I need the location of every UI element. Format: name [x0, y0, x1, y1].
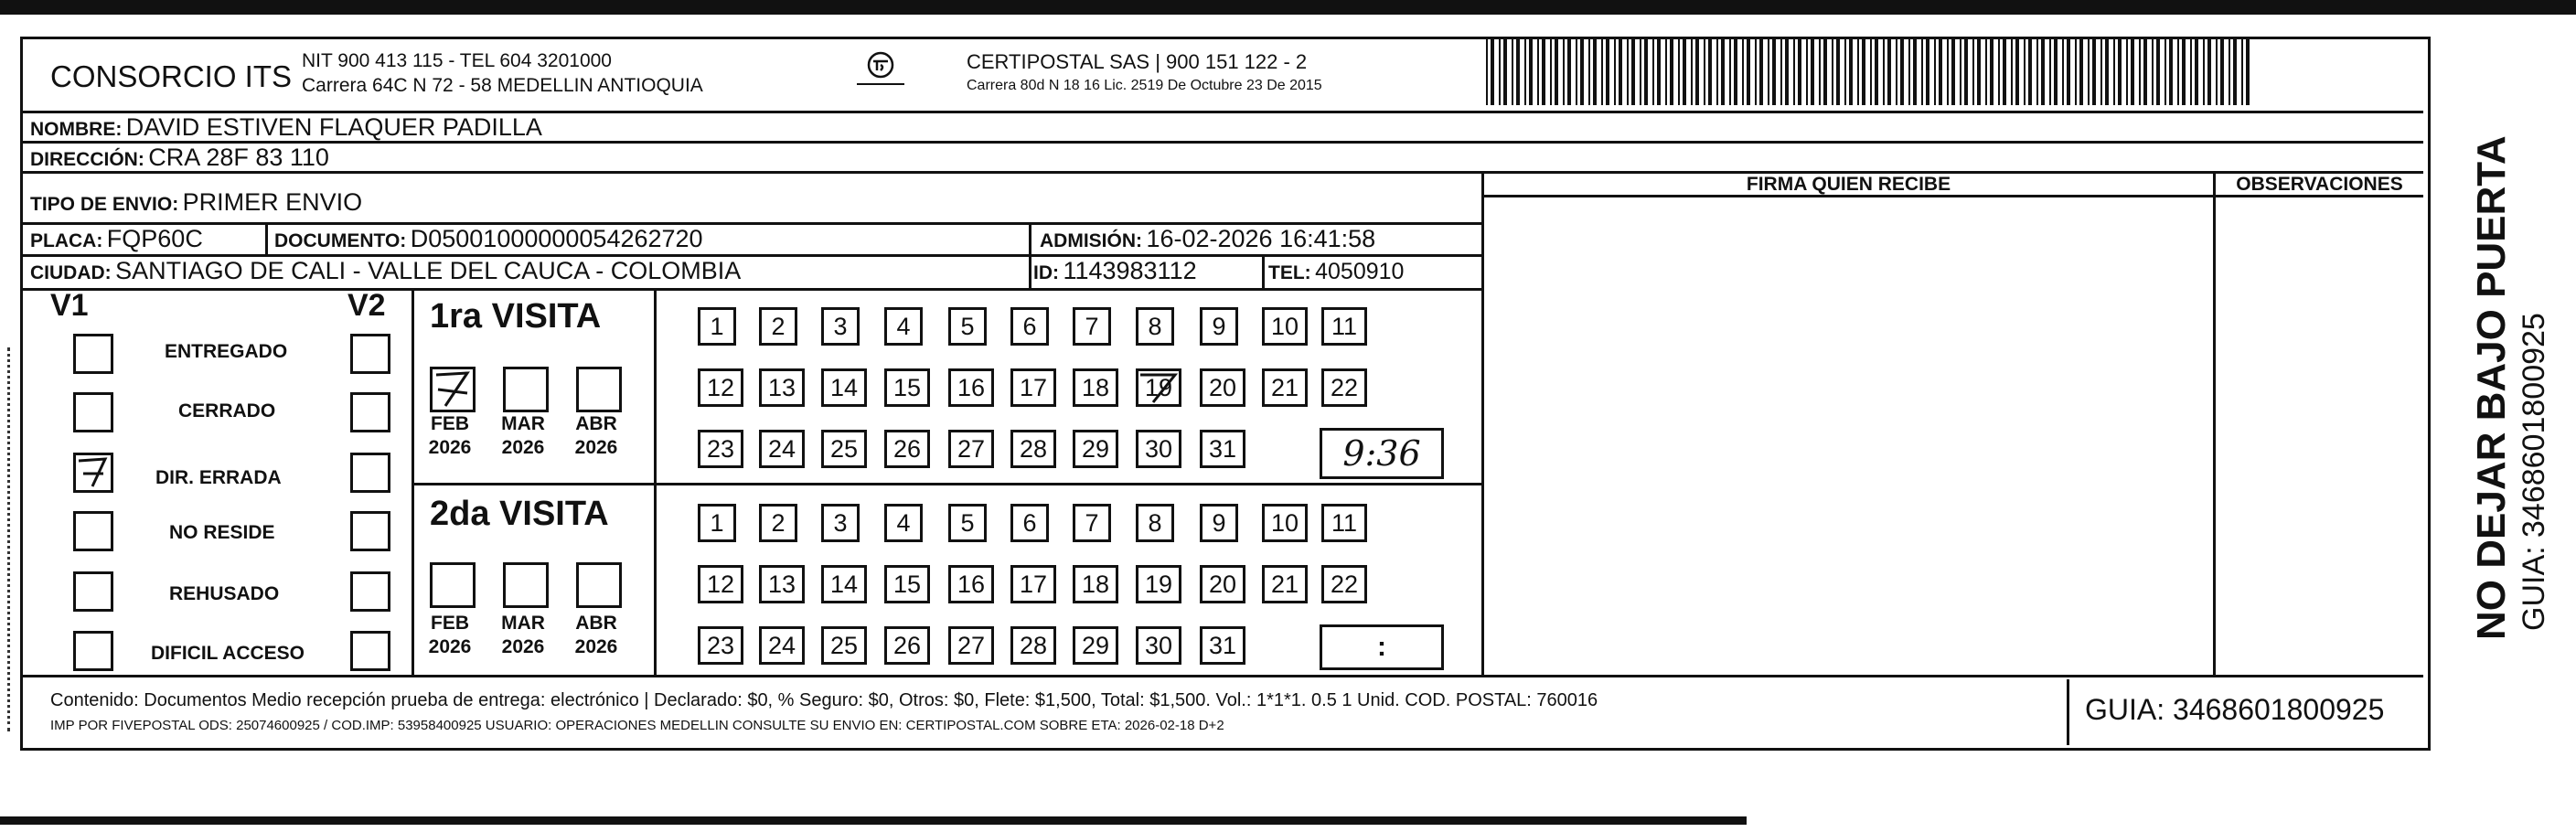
- barcode-bar: [1862, 39, 1865, 105]
- visit-divider: [412, 288, 414, 675]
- barcode-bar: [1742, 39, 1744, 105]
- certipostal-logo: [855, 48, 906, 92]
- day-box[interactable]: 21: [1262, 565, 1308, 603]
- day-box[interactable]: 24: [759, 430, 805, 468]
- company-nit: NIT 900 413 115 - TEL 604 3201000: [302, 50, 612, 71]
- barcode-bar: [1780, 39, 1782, 105]
- month-label: [422, 612, 477, 659]
- day-box[interactable]: 26: [884, 626, 930, 665]
- barcode-bar: [1631, 39, 1635, 105]
- barcode-bar: [1576, 39, 1577, 105]
- barcode-bar: [1875, 39, 1878, 105]
- day-box[interactable]: 12: [698, 368, 743, 407]
- month-label: [422, 412, 477, 460]
- status-label: DIR. ERRADA: [155, 467, 282, 488]
- firma-label: FIRMA QUIEN RECIBE: [1746, 174, 1951, 195]
- day-box[interactable]: 9: [1200, 504, 1238, 542]
- barcode-bar: [1734, 39, 1737, 105]
- barcode-bar: [2049, 39, 2051, 105]
- barcode-bar: [2100, 39, 2102, 105]
- barcode-bar: [2113, 39, 2115, 105]
- month-year: 2026: [574, 636, 618, 657]
- day-box[interactable]: 31: [1200, 430, 1245, 468]
- documento-field: [274, 225, 703, 253]
- visita1-month-checkbox-checked[interactable]: [430, 367, 476, 412]
- day-box[interactable]: 2: [759, 307, 797, 346]
- visit-divider: [414, 483, 1481, 485]
- status-label: REHUSADO: [169, 583, 280, 604]
- barcode-bar: [1644, 39, 1648, 105]
- day-box[interactable]: 8: [1136, 504, 1174, 542]
- barcode-bar: [1990, 39, 1993, 105]
- barcode-bar: [1627, 39, 1629, 105]
- documento-label: DOCUMENTO:: [274, 230, 407, 251]
- barcode-bar: [1934, 39, 1936, 105]
- v1-checkbox[interactable]: [73, 334, 113, 374]
- barcode-bar: [2092, 39, 2096, 105]
- day-box[interactable]: 18: [1073, 565, 1118, 603]
- day-box[interactable]: 19: [1136, 565, 1181, 603]
- month-year: 2026: [501, 636, 545, 657]
- barcode-bar: [2143, 39, 2147, 105]
- day-box[interactable]: 13: [759, 565, 805, 603]
- barcode-bar: [1601, 39, 1603, 105]
- day-box[interactable]: 20: [1200, 368, 1245, 407]
- barcode-bar: [1593, 39, 1597, 105]
- day-number: 19: [1144, 374, 1173, 401]
- cell-divider: [265, 222, 268, 254]
- day-box[interactable]: 13: [759, 368, 805, 407]
- v2-checkbox[interactable]: [350, 511, 390, 551]
- barcode-bar: [2105, 39, 2109, 105]
- cell-divider: [1029, 222, 1031, 288]
- barcode-bar: [1516, 39, 1520, 105]
- day-box[interactable]: 20: [1200, 565, 1245, 603]
- barcode-bar: [2164, 39, 2166, 105]
- documento-value: D05001000000054262720: [410, 225, 703, 252]
- barcode-bar: [1755, 39, 1757, 105]
- row-divider: [23, 288, 1481, 291]
- id-value: 1143983112: [1063, 257, 1197, 284]
- day-box[interactable]: 15: [884, 565, 930, 603]
- status-label: DIFICIL ACCESO: [151, 643, 305, 664]
- row-divider: [23, 675, 2423, 677]
- barcode-bar: [1849, 39, 1853, 105]
- barcode-bar: [1806, 39, 1808, 105]
- day-box[interactable]: 28: [1010, 626, 1056, 665]
- visita2-month-checkbox[interactable]: [430, 562, 476, 608]
- barcode-bar: [2233, 39, 2237, 105]
- day-box[interactable]: 11: [1321, 504, 1367, 542]
- barcode-bar: [1665, 39, 1667, 105]
- v2-checkbox[interactable]: [350, 571, 390, 612]
- day-box[interactable]: 3: [821, 504, 860, 542]
- barcode-bar: [2131, 39, 2134, 105]
- month-name: FEB: [431, 613, 469, 634]
- signature-area[interactable]: [1484, 197, 2213, 675]
- barcode-bar: [2003, 39, 2006, 105]
- day-box[interactable]: 12: [698, 565, 743, 603]
- status-label: CERRADO: [178, 400, 276, 421]
- check-mark-icon: [433, 369, 473, 410]
- month-year: 2026: [428, 437, 472, 458]
- v2-checkbox[interactable]: [350, 392, 390, 432]
- day-box[interactable]: 4: [884, 504, 923, 542]
- nombre-row: [30, 113, 542, 142]
- barcode-bar: [1793, 39, 1795, 105]
- month-label: [496, 612, 550, 659]
- day-box[interactable]: 24: [759, 626, 805, 665]
- placa-field: [30, 225, 203, 253]
- barcode-bar: [2015, 39, 2019, 105]
- v2-checkbox[interactable]: [350, 631, 390, 671]
- barcode-bar: [1704, 39, 1705, 105]
- visita2-time-box[interactable]: [1320, 624, 1444, 670]
- day-box[interactable]: 10: [1262, 504, 1308, 542]
- ciudad-field: [30, 257, 741, 285]
- day-box[interactable]: 25: [821, 430, 867, 468]
- day-box[interactable]: 28: [1010, 430, 1056, 468]
- barcode-bar: [1857, 39, 1859, 105]
- day-box[interactable]: 11: [1321, 307, 1367, 346]
- v2-checkbox[interactable]: [350, 334, 390, 374]
- day-box[interactable]: 16: [948, 368, 994, 407]
- barcode-bar: [2241, 39, 2243, 105]
- month-year: 2026: [428, 636, 472, 657]
- delivery-form: [20, 37, 2431, 751]
- day-box[interactable]: 22: [1321, 368, 1367, 407]
- placa-label: PLACA:: [30, 230, 103, 251]
- observaciones-label: OBSERVACIONES: [2236, 174, 2403, 195]
- nombre-label: NOMBRE:: [30, 119, 123, 140]
- barcode-bar: [1926, 39, 1929, 105]
- barcode-bar: [1512, 39, 1513, 105]
- barcode-bar: [2041, 39, 2045, 105]
- tel-label: TEL:: [1268, 262, 1311, 283]
- day-box[interactable]: 8: [1136, 307, 1174, 346]
- barcode-bar: [1785, 39, 1789, 105]
- month-name: FEB: [431, 413, 469, 434]
- barcode-bar: [2028, 39, 2032, 105]
- barcode-bar: [1652, 39, 1654, 105]
- barcode-bar: [1900, 39, 1904, 105]
- tel-value: 4050910: [1315, 259, 1405, 284]
- day-box[interactable]: 15: [884, 368, 930, 407]
- barcode-bar: [1614, 39, 1616, 105]
- barcode-bar: [1529, 39, 1533, 105]
- barcode-bar: [1870, 39, 1872, 105]
- status-label: ENTREGADO: [165, 341, 288, 362]
- barcode-bar: [2024, 39, 2026, 105]
- barcode-bar: [1819, 39, 1821, 105]
- barcode-bar: [1772, 39, 1776, 105]
- day-box[interactable]: 2: [759, 504, 797, 542]
- day-box[interactable]: 5: [948, 504, 987, 542]
- barcode-bar: [2036, 39, 2038, 105]
- barcode-bar: [1951, 39, 1955, 105]
- barcode-bar: [2177, 39, 2179, 105]
- nombre-value: DAVID ESTIVEN FLAQUER PADILLA: [125, 113, 542, 141]
- top-border-bar: [0, 0, 2576, 15]
- tipo-label: TIPO DE ENVIO:: [30, 194, 179, 215]
- barcode-bar: [1486, 39, 1488, 105]
- barcode-bar: [1998, 39, 2000, 105]
- bottom-border-bar: [0, 816, 1747, 825]
- barcode-bar: [1683, 39, 1686, 105]
- barcode-bar: [2126, 39, 2128, 105]
- barcode-bar: [1977, 39, 1981, 105]
- observations-area[interactable]: [2216, 197, 2423, 675]
- tipo-value: PRIMER ENVIO: [182, 188, 363, 216]
- day-box[interactable]: 7: [1073, 504, 1111, 542]
- month-name: ABR: [575, 413, 617, 434]
- barcode-bar: [1695, 39, 1699, 105]
- day-box[interactable]: 18: [1073, 368, 1118, 407]
- v1-header: V1: [50, 288, 89, 323]
- day-box[interactable]: 7: [1073, 307, 1111, 346]
- v2-header: V2: [347, 288, 386, 323]
- footer-content-line: Contenido: Documentos Medio recepción prueba de entrega: electrónico | Declarado: $0, % Seguro: $0, Otros: $0, Flete: $1,500, Total: $1,500. Vol.: 1*1*1. 0.5 1 Unid. COD. POSTAL: 760016: [50, 690, 1598, 710]
- barcode-bar: [1708, 39, 1712, 105]
- barcode-bar: [1964, 39, 1968, 105]
- tel-field: [1268, 259, 1404, 285]
- barcode-bar: [1913, 39, 1917, 105]
- barcode-bar: [1729, 39, 1731, 105]
- visita2-title: 2da VISITA: [430, 495, 609, 533]
- day-box[interactable]: 30: [1136, 626, 1181, 665]
- visita1-month-checkbox[interactable]: [576, 367, 622, 412]
- perforation-mark: [7, 347, 13, 731]
- barcode-bar: [1691, 39, 1693, 105]
- v1-checkbox[interactable]: [73, 392, 113, 432]
- id-field: [1033, 257, 1197, 285]
- guia-number: GUIA: 3468601800925: [2085, 693, 2385, 726]
- barcode-bar: [1844, 39, 1846, 105]
- barcode-bar: [1619, 39, 1622, 105]
- day-box[interactable]: 3: [821, 307, 860, 346]
- visita1-month-checkbox[interactable]: [503, 367, 549, 412]
- company-name: CONSORCIO ITS: [50, 59, 293, 93]
- barcode-bar: [1759, 39, 1763, 105]
- barcode-bar: [1580, 39, 1584, 105]
- check-mark-icon: [76, 455, 111, 490]
- month-label: [569, 612, 624, 659]
- direccion-value: CRA 28F 83 110: [148, 144, 329, 171]
- day-box[interactable]: 14: [821, 565, 867, 603]
- day-box[interactable]: 21: [1262, 368, 1308, 407]
- direccion-row: [30, 144, 329, 172]
- barcode-bar: [1721, 39, 1725, 105]
- barcode-bar: [1887, 39, 1891, 105]
- admision-field: [1040, 225, 1375, 253]
- barcode-bar: [2054, 39, 2058, 105]
- barcode-bar: [1567, 39, 1571, 105]
- v1-checkbox[interactable]: [73, 631, 113, 671]
- day-box[interactable]: 10: [1262, 307, 1308, 346]
- barcode-bar: [1542, 39, 1545, 105]
- side-guia-number: GUIA: 3468601800925: [2517, 313, 2551, 631]
- barcode-bar: [1499, 39, 1501, 105]
- cell-divider: [1262, 254, 1265, 288]
- ciudad-label: CIUDAD:: [30, 262, 112, 283]
- barcode-bar: [2229, 39, 2230, 105]
- barcode-bar: [1588, 39, 1590, 105]
- barcode-bar: [1491, 39, 1494, 105]
- barcode-bar: [1896, 39, 1897, 105]
- barcode-bar: [1908, 39, 1910, 105]
- day-box[interactable]: 30: [1136, 430, 1181, 468]
- check-mark-icon: [1138, 371, 1179, 404]
- barcode-bar: [1606, 39, 1609, 105]
- day-box[interactable]: 27: [948, 626, 994, 665]
- barcode-bar: [1947, 39, 1949, 105]
- day-box[interactable]: 14: [821, 368, 867, 407]
- month-label: [569, 412, 624, 460]
- barcode-bar: [1524, 39, 1526, 105]
- month-name: MAR: [501, 613, 545, 634]
- day-box[interactable]: 6: [1010, 307, 1049, 346]
- day-box[interactable]: 9: [1200, 307, 1238, 346]
- barcode-bar: [1832, 39, 1833, 105]
- barcode-bar: [2246, 39, 2250, 105]
- certipostal-address: Carrera 80d N 18 16 Lic. 2519 De Octubre 23 De 2015: [967, 78, 1322, 93]
- status-label: NO RESIDE: [169, 522, 275, 543]
- barcode-bar: [2075, 39, 2077, 105]
- day-box[interactable]: 4: [884, 307, 923, 346]
- barcode-bar: [2195, 39, 2198, 105]
- barcode-bar: [1640, 39, 1641, 105]
- visita2-month-checkbox[interactable]: [576, 562, 622, 608]
- barcode: [1486, 39, 2250, 105]
- admision-value: 16-02-2026 16:41:58: [1146, 225, 1376, 252]
- month-year: 2026: [501, 437, 545, 458]
- day-box[interactable]: 16: [948, 565, 994, 603]
- barcode-bar: [1972, 39, 1974, 105]
- month-name: MAR: [501, 413, 545, 434]
- barcode-bar: [1670, 39, 1673, 105]
- barcode-bar: [2156, 39, 2160, 105]
- barcode-bar: [1678, 39, 1680, 105]
- barcode-bar: [2152, 39, 2154, 105]
- barcode-bar: [1563, 39, 1565, 105]
- barcode-bar: [1657, 39, 1661, 105]
- direccion-label: DIRECCIÓN:: [30, 149, 144, 170]
- barcode-bar: [1550, 39, 1552, 105]
- barcode-bar: [2182, 39, 2186, 105]
- barcode-bar: [2207, 39, 2211, 105]
- barcode-bar: [1811, 39, 1814, 105]
- day-box[interactable]: 6: [1010, 504, 1049, 542]
- barcode-bar: [2220, 39, 2224, 105]
- day-box-checked[interactable]: [1136, 368, 1181, 407]
- month-name: ABR: [575, 613, 617, 634]
- day-box[interactable]: 31: [1200, 626, 1245, 665]
- barcode-bar: [1747, 39, 1750, 105]
- day-box[interactable]: 27: [948, 430, 994, 468]
- day-box[interactable]: 22: [1321, 565, 1367, 603]
- barcode-bar: [1503, 39, 1507, 105]
- barcode-bar: [2118, 39, 2122, 105]
- barcode-bar: [2216, 39, 2218, 105]
- admision-label: ADMISIÓN:: [1040, 230, 1142, 251]
- day-box[interactable]: 26: [884, 430, 930, 468]
- barcode-bar: [2062, 39, 2064, 105]
- barcode-bar: [1555, 39, 1558, 105]
- barcode-bar: [1960, 39, 1961, 105]
- v1-checkbox[interactable]: [73, 571, 113, 612]
- visita1-title: 1ra VISITA: [430, 297, 602, 336]
- barcode-bar: [1537, 39, 1539, 105]
- certipostal-nit: CERTIPOSTAL SAS | 900 151 122 - 2: [967, 50, 1308, 73]
- no-dejar-notice: NO DEJAR BAJO PUERTA: [2469, 135, 2514, 640]
- day-box[interactable]: 23: [698, 430, 743, 468]
- barcode-bar: [1921, 39, 1923, 105]
- barcode-bar: [1985, 39, 1987, 105]
- day-box[interactable]: 17: [1010, 368, 1056, 407]
- day-box[interactable]: 17: [1010, 565, 1056, 603]
- barcode-bar: [1798, 39, 1801, 105]
- id-label: ID:: [1033, 262, 1059, 283]
- visita2-month-checkbox[interactable]: [503, 562, 549, 608]
- barcode-bar: [2079, 39, 2083, 105]
- barcode-bar: [2011, 39, 2013, 105]
- barcode-bar: [1716, 39, 1718, 105]
- barcode-bar: [2088, 39, 2090, 105]
- v1-checkbox[interactable]: [73, 511, 113, 551]
- day-box[interactable]: 1: [698, 504, 736, 542]
- visita2-time: :: [1377, 632, 1386, 662]
- visit-divider: [654, 288, 657, 675]
- visita1-time-box[interactable]: [1320, 428, 1444, 479]
- day-box[interactable]: 5: [948, 307, 987, 346]
- barcode-bar: [1768, 39, 1769, 105]
- day-box[interactable]: 29: [1073, 626, 1118, 665]
- barcode-bar: [2139, 39, 2141, 105]
- day-box[interactable]: 1: [698, 307, 736, 346]
- day-box[interactable]: 23: [698, 626, 743, 665]
- barcode-bar: [1939, 39, 1942, 105]
- barcode-bar: [1883, 39, 1885, 105]
- v1-checkbox-checked[interactable]: [73, 453, 113, 493]
- ciudad-value: SANTIAGO DE CALI - VALLE DEL CAUCA - COLOMBIA: [115, 257, 742, 284]
- day-box[interactable]: 29: [1073, 430, 1118, 468]
- month-label: [496, 412, 550, 460]
- barcode-bar: [1823, 39, 1827, 105]
- placa-value: FQP60C: [106, 225, 203, 252]
- v2-checkbox[interactable]: [350, 453, 390, 493]
- day-box[interactable]: 25: [821, 626, 867, 665]
- barcode-bar: [2169, 39, 2173, 105]
- tipo-row: [30, 188, 362, 217]
- visita1-time: 9:36: [1342, 433, 1421, 474]
- barcode-bar: [2190, 39, 2192, 105]
- month-year: 2026: [574, 437, 618, 458]
- barcode-bar: [2203, 39, 2205, 105]
- barcode-bar: [1836, 39, 1840, 105]
- footer-print-line: IMP POR FIVEPOSTAL ODS: 25074600925 / COD.IMP: 53958400925 USUARIO: OPERACIONES MEDELLIN CONSULTE SU ENVIO EN: CERTIPOSTAL.COM SOBRE ETA: 2026-02-18 D+2: [50, 718, 1224, 733]
- barcode-bar: [2067, 39, 2070, 105]
- company-address: Carrera 64C N 72 - 58 MEDELLIN ANTIOQUIA: [302, 75, 703, 96]
